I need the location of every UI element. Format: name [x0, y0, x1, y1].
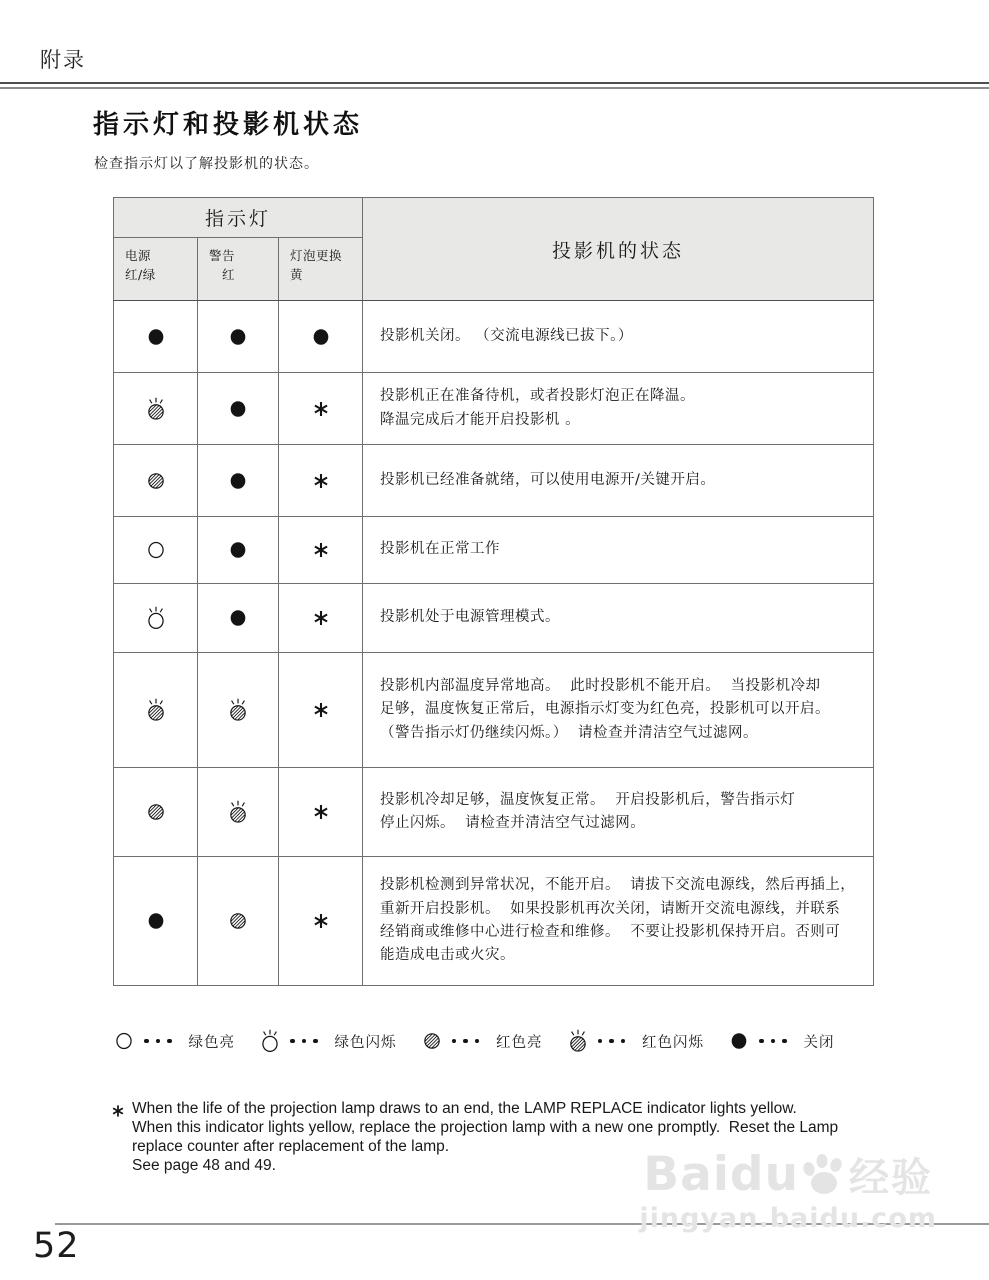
- power-indicator-cell: [114, 768, 198, 857]
- status-cell: 投影机处于电源管理模式。: [363, 584, 874, 653]
- off-icon: [311, 326, 331, 345]
- green-blink-icon: [260, 1028, 280, 1054]
- asterisk-icon: [311, 608, 331, 627]
- table-row: [114, 584, 874, 653]
- power-indicator-cell: [114, 584, 198, 653]
- legend-dots: [598, 1039, 626, 1044]
- off-icon: [146, 911, 166, 930]
- legend-item: [729, 1031, 835, 1052]
- table-row: [114, 373, 874, 445]
- power-column-header: [114, 238, 198, 301]
- table-row: [114, 857, 874, 986]
- legend-item: [568, 1028, 705, 1054]
- asterisk-icon: [311, 540, 331, 559]
- watermark-brand: Baidu: [643, 1147, 800, 1202]
- indicator-legend: [114, 1028, 904, 1054]
- power-indicator-cell: [114, 445, 198, 517]
- lamp-indicator-cell: [279, 301, 363, 373]
- warning-indicator-cell: [198, 373, 279, 445]
- lamp-indicator-cell: [279, 857, 363, 986]
- lamp-replace-column-color: 黄: [290, 267, 304, 282]
- watermark-brand-suffix: 经验: [849, 1155, 934, 1201]
- status-cell: 投影机在正常工作: [363, 517, 874, 584]
- legend-label: 绿色闪烁: [334, 1034, 397, 1051]
- warning-column-header: [198, 238, 279, 301]
- asterisk-icon: [311, 911, 331, 930]
- legend-dots: [290, 1039, 318, 1044]
- table-row: [114, 301, 874, 373]
- red-blink-icon: [146, 700, 166, 719]
- red-on-icon: [228, 911, 248, 930]
- warning-indicator-cell: [198, 653, 279, 768]
- warning-column-label: 警告: [209, 248, 236, 264]
- section-label: 附录: [40, 48, 86, 72]
- indicators-group-header: 指示灯: [114, 198, 363, 238]
- red-on-icon: [146, 802, 166, 821]
- page-title: 指示灯和投影机状态: [93, 110, 364, 140]
- asterisk-icon: [311, 700, 331, 719]
- power-indicator-cell: [114, 857, 198, 986]
- off-icon: [228, 540, 248, 559]
- lamp-replace-column-label: 灯泡更换: [290, 248, 343, 264]
- legend-item: [422, 1031, 543, 1052]
- power-indicator-cell: [114, 301, 198, 373]
- green-blink-icon: [146, 608, 166, 627]
- legend-item: [260, 1028, 397, 1054]
- table-body: [114, 301, 874, 986]
- warning-indicator-cell: [198, 517, 279, 584]
- asterisk-icon: [311, 398, 331, 417]
- warning-indicator-cell: [198, 768, 279, 857]
- red-blink-icon: [146, 398, 166, 417]
- warning-indicator-cell: [198, 301, 279, 373]
- page-number: 52: [33, 1226, 80, 1266]
- asterisk-icon: [311, 470, 331, 489]
- power-indicator-cell: [114, 653, 198, 768]
- lamp-indicator-cell: [279, 517, 363, 584]
- indicator-status-table: [113, 197, 874, 986]
- status-cell: 投影机冷却足够，温度恢复正常。 开启投影机后，警告指示灯 停止闪烁。 请检查并清洁空气过滤网。: [363, 768, 874, 857]
- off-icon: [729, 1031, 749, 1051]
- warning-indicator-cell: [198, 445, 279, 517]
- watermark-domain: jingyan.baidu.com: [639, 1203, 937, 1234]
- power-indicator-cell: [114, 373, 198, 445]
- red-on-icon: [146, 470, 166, 489]
- legend-label: 绿色亮: [188, 1034, 235, 1051]
- off-icon: [228, 470, 248, 489]
- status-cell: 投影机关闭。 （交流电源线已拔下。）: [363, 301, 874, 373]
- paw-icon: [801, 1153, 847, 1197]
- legend-dots: [759, 1039, 787, 1044]
- status-cell: 投影机内部温度异常地高。 此时投影机不能开启。 当投影机冷却 足够，温度恢复正常后，电源指示灯变为红色亮，投影机可以开启。 （警告指示灯仍继续闪烁。） 请检查并清洁空气过滤网。: [363, 653, 874, 768]
- asterisk-icon: [311, 802, 331, 821]
- warning-indicator-cell: [198, 584, 279, 653]
- status-column-header: 投影机的状态: [363, 198, 874, 301]
- lamp-indicator-cell: [279, 584, 363, 653]
- off-icon: [146, 326, 166, 345]
- asterisk-icon: [110, 1102, 126, 1176]
- baidu-jingyan-watermark: [639, 1146, 937, 1234]
- legend-dots: [144, 1039, 172, 1044]
- legend-label: 红色闪烁: [642, 1034, 704, 1051]
- green-on-icon: [114, 1031, 134, 1051]
- off-icon: [228, 398, 248, 417]
- off-icon: [228, 608, 248, 627]
- header-divider: [0, 82, 989, 89]
- legend-item: [114, 1031, 235, 1052]
- legend-label: 关闭: [803, 1034, 835, 1051]
- red-blink-icon: [228, 802, 248, 821]
- table-row: [114, 768, 874, 857]
- page-subtitle: 检查指示灯以了解投影机的状态。: [94, 156, 319, 172]
- red-blink-icon: [228, 700, 248, 719]
- warning-column-color: 红: [222, 267, 236, 282]
- lamp-indicator-cell: [279, 768, 363, 857]
- status-cell: 投影机检测到异常状况，不能开启。 请拔下交流电源线，然后再插上， 重新开启投影机。 如果投影机再次关闭，请断开交流电源线，并联系 经销商或维修中心进行检查和维修。 不要让投影机保持开启。否则可 能造成电击或火灾。: [363, 857, 874, 986]
- table-row: [114, 445, 874, 517]
- lamp-replace-column-header: [279, 238, 363, 301]
- warning-indicator-cell: [198, 857, 279, 986]
- green-on-icon: [146, 540, 166, 559]
- red-on-icon: [422, 1031, 442, 1051]
- table-row: [114, 653, 874, 768]
- red-blink-icon: [568, 1028, 588, 1054]
- power-column-label: 电源: [125, 248, 152, 264]
- lamp-indicator-cell: [279, 373, 363, 445]
- table-header: [114, 198, 874, 301]
- status-cell: 投影机已经准备就绪，可以使用电源开/关键开启。: [363, 445, 874, 517]
- power-column-color: 红/绿: [125, 267, 156, 282]
- legend-dots: [452, 1039, 480, 1044]
- lamp-indicator-cell: [279, 445, 363, 517]
- off-icon: [228, 326, 248, 345]
- lamp-indicator-cell: [279, 653, 363, 768]
- status-cell: 投影机正在准备待机，或者投影灯泡正在降温。 降温完成后才能开启投影机 。: [363, 373, 874, 445]
- legend-label: 红色亮: [496, 1034, 543, 1051]
- table-row: [114, 517, 874, 584]
- power-indicator-cell: [114, 517, 198, 584]
- note-text: When the life of the projection lamp draws to an end, the LAMP REPLACE indicator lights yellow. When this indicator lights yellow, replace the projection lamp with a new one promptly. Reset the Lamp replace counter after replacement of the lamp. See page 48 and 49.: [132, 1100, 839, 1174]
